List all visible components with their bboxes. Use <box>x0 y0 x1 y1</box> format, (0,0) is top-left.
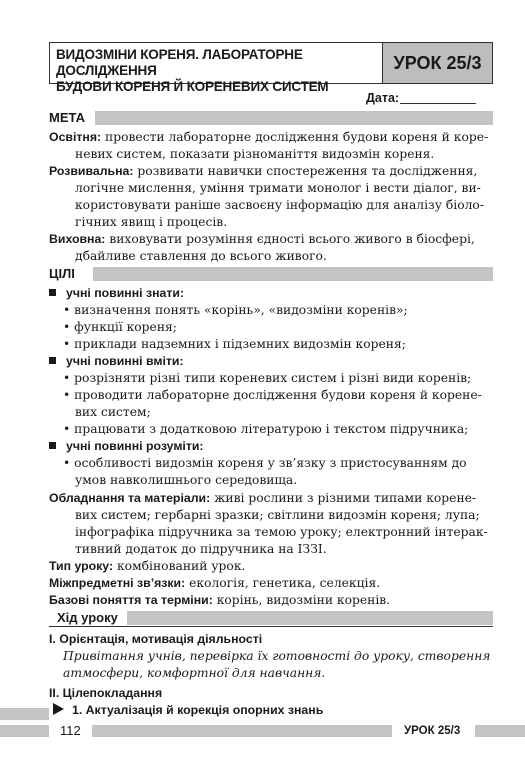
meta-vyh-label: Виховна: <box>49 232 106 246</box>
section-bar-fill <box>95 111 493 125</box>
footer-bar <box>92 725 392 737</box>
links-label: Міжпредметні зв’язки: <box>49 576 186 590</box>
goals-know-item: • функції кореня; <box>63 320 177 334</box>
section-bar-fill <box>127 611 493 625</box>
course-stage-1-text-2: атмосфери, комфортної для навчання. <box>63 666 326 680</box>
course-stage-1: I. Орієнтація, мотивація діяльності <box>49 632 263 646</box>
course-stage-2: II. Цілепокладання <box>49 686 163 700</box>
meta-edu-label: Освітня: <box>49 130 102 144</box>
section-bar-fill <box>93 267 493 281</box>
section-meta-label: МЕТА <box>49 110 86 125</box>
footer-bar <box>475 725 525 737</box>
date-label: Дата: <box>366 91 400 105</box>
goals-can-item: • працювати з додатковою літературою і текстом підручника; <box>63 422 469 436</box>
materials-text: живі рослини з різними типами корене- <box>210 491 477 505</box>
footer-bar <box>0 708 49 720</box>
course-stage-2-item: 1. Актуалізація й корекція опорних знань <box>53 702 323 718</box>
meta-edu-line-2: невих систем, показати різноманіття видозмін кореня. <box>75 147 435 161</box>
lesson-type-value: комбінований урок. <box>113 559 246 573</box>
page-number: 112 <box>60 723 81 738</box>
goals-und-label: учні повинні розуміти: <box>66 439 204 453</box>
basic-terms <box>49 592 390 608</box>
goals-can-header <box>49 353 184 369</box>
lesson-type <box>49 558 245 574</box>
terms-label: Базові поняття та терміни: <box>49 593 213 607</box>
section-meta <box>49 110 493 126</box>
section-course-label: Хід уроку <box>57 610 118 625</box>
goals-can-item-cont: вих систем; <box>75 405 151 419</box>
section-goals <box>49 266 493 282</box>
meta-vyh-line-2: дбайливе ставлення до всього живого. <box>75 249 327 263</box>
meta-dev-line-2: логічне мислення, уміння тримати монолог і вести діалог, ви- <box>75 181 481 195</box>
materials-line-3: інфографіка підручника за темою уроку; електронний інтерак- <box>75 525 488 539</box>
goals-can-label: учні повинні вміти: <box>66 354 184 368</box>
materials-label: Обладнання та матеріали: <box>49 491 211 505</box>
section-course-underline <box>49 626 493 627</box>
section-goals-label: ЦІЛІ <box>49 266 75 281</box>
course-stage-1-text: Привітання учнів, перевірка їх готовності до уроку, створення <box>63 649 491 663</box>
goals-can-item: • розрізняти різні типи кореневих систем і різні види коренів; <box>63 371 472 385</box>
lesson-type-label: Тип уроку: <box>49 559 114 573</box>
square-bullet-icon <box>49 442 56 449</box>
materials-line-4: тивний додаток до підручника на ІЗЗІ. <box>75 542 327 556</box>
goals-can-item: • проводити лабораторне дослідження будови кореня й корене- <box>63 388 482 402</box>
goals-know-label: учні повинні знати: <box>66 286 185 300</box>
goals-know-item: • приклади надземних і підземних видозмін кореня; <box>63 337 406 351</box>
links-value: екологія, генетика, селекція. <box>185 576 381 590</box>
goals-know-header <box>49 285 184 301</box>
square-bullet-icon <box>49 289 56 296</box>
goals-know-item: • визначення понять «корінь», «видозміни коренів»; <box>63 303 408 317</box>
lesson-header <box>49 42 493 94</box>
footer-bar <box>0 725 49 737</box>
goals-und-item: • особливості видозмін кореня у зв’язку з пристосуванням до <box>63 456 467 470</box>
meta-dev-line-4: гічних явищ і процесів. <box>75 215 228 229</box>
meta-dev-text: розвивати навички спостереження та дослідження, <box>133 164 478 178</box>
meta-vyh-line <box>49 231 475 247</box>
goals-und-item-cont: умов навколишнього середовища. <box>75 473 298 487</box>
section-course <box>49 610 493 626</box>
lesson-title-line-2: БУДОВИ КОРЕНЯ Й КОРЕНЕВИХ СИСТЕМ <box>56 79 329 94</box>
lesson-number: УРОК 25/3 <box>382 43 492 83</box>
lesson-title <box>50 43 382 94</box>
interdisciplinary-links <box>49 575 380 591</box>
date-field-line <box>400 103 476 104</box>
triangle-arrow-icon <box>53 703 64 715</box>
materials-line-2: вих систем; гербарні зразки; світлини видозмін кореня; лупа; <box>75 508 480 522</box>
terms-value: корінь, видозміни коренів. <box>212 593 391 607</box>
lesson-title-line-1: ВИДОЗМІНИ КОРЕНЯ. ЛАБОРАТОРНЕ ДОСЛІДЖЕННЯ <box>56 47 303 78</box>
square-bullet-icon <box>49 357 56 364</box>
meta-edu-text: провести лабораторне дослідження будови кореня й коре- <box>101 130 489 144</box>
meta-edu-line <box>49 129 488 145</box>
meta-vyh-text: виховувати розуміння єдності всього живого в біосфері, <box>105 232 475 246</box>
meta-dev-line-3: користовувати раніше засвоєну інформацію для аналізу біоло- <box>75 198 484 212</box>
meta-dev-label: Розвивальна: <box>49 164 134 178</box>
goals-und-header <box>49 438 204 454</box>
meta-dev-line <box>49 163 477 179</box>
materials-line <box>49 490 476 506</box>
footer-lesson: УРОК 25/3 <box>404 725 461 737</box>
